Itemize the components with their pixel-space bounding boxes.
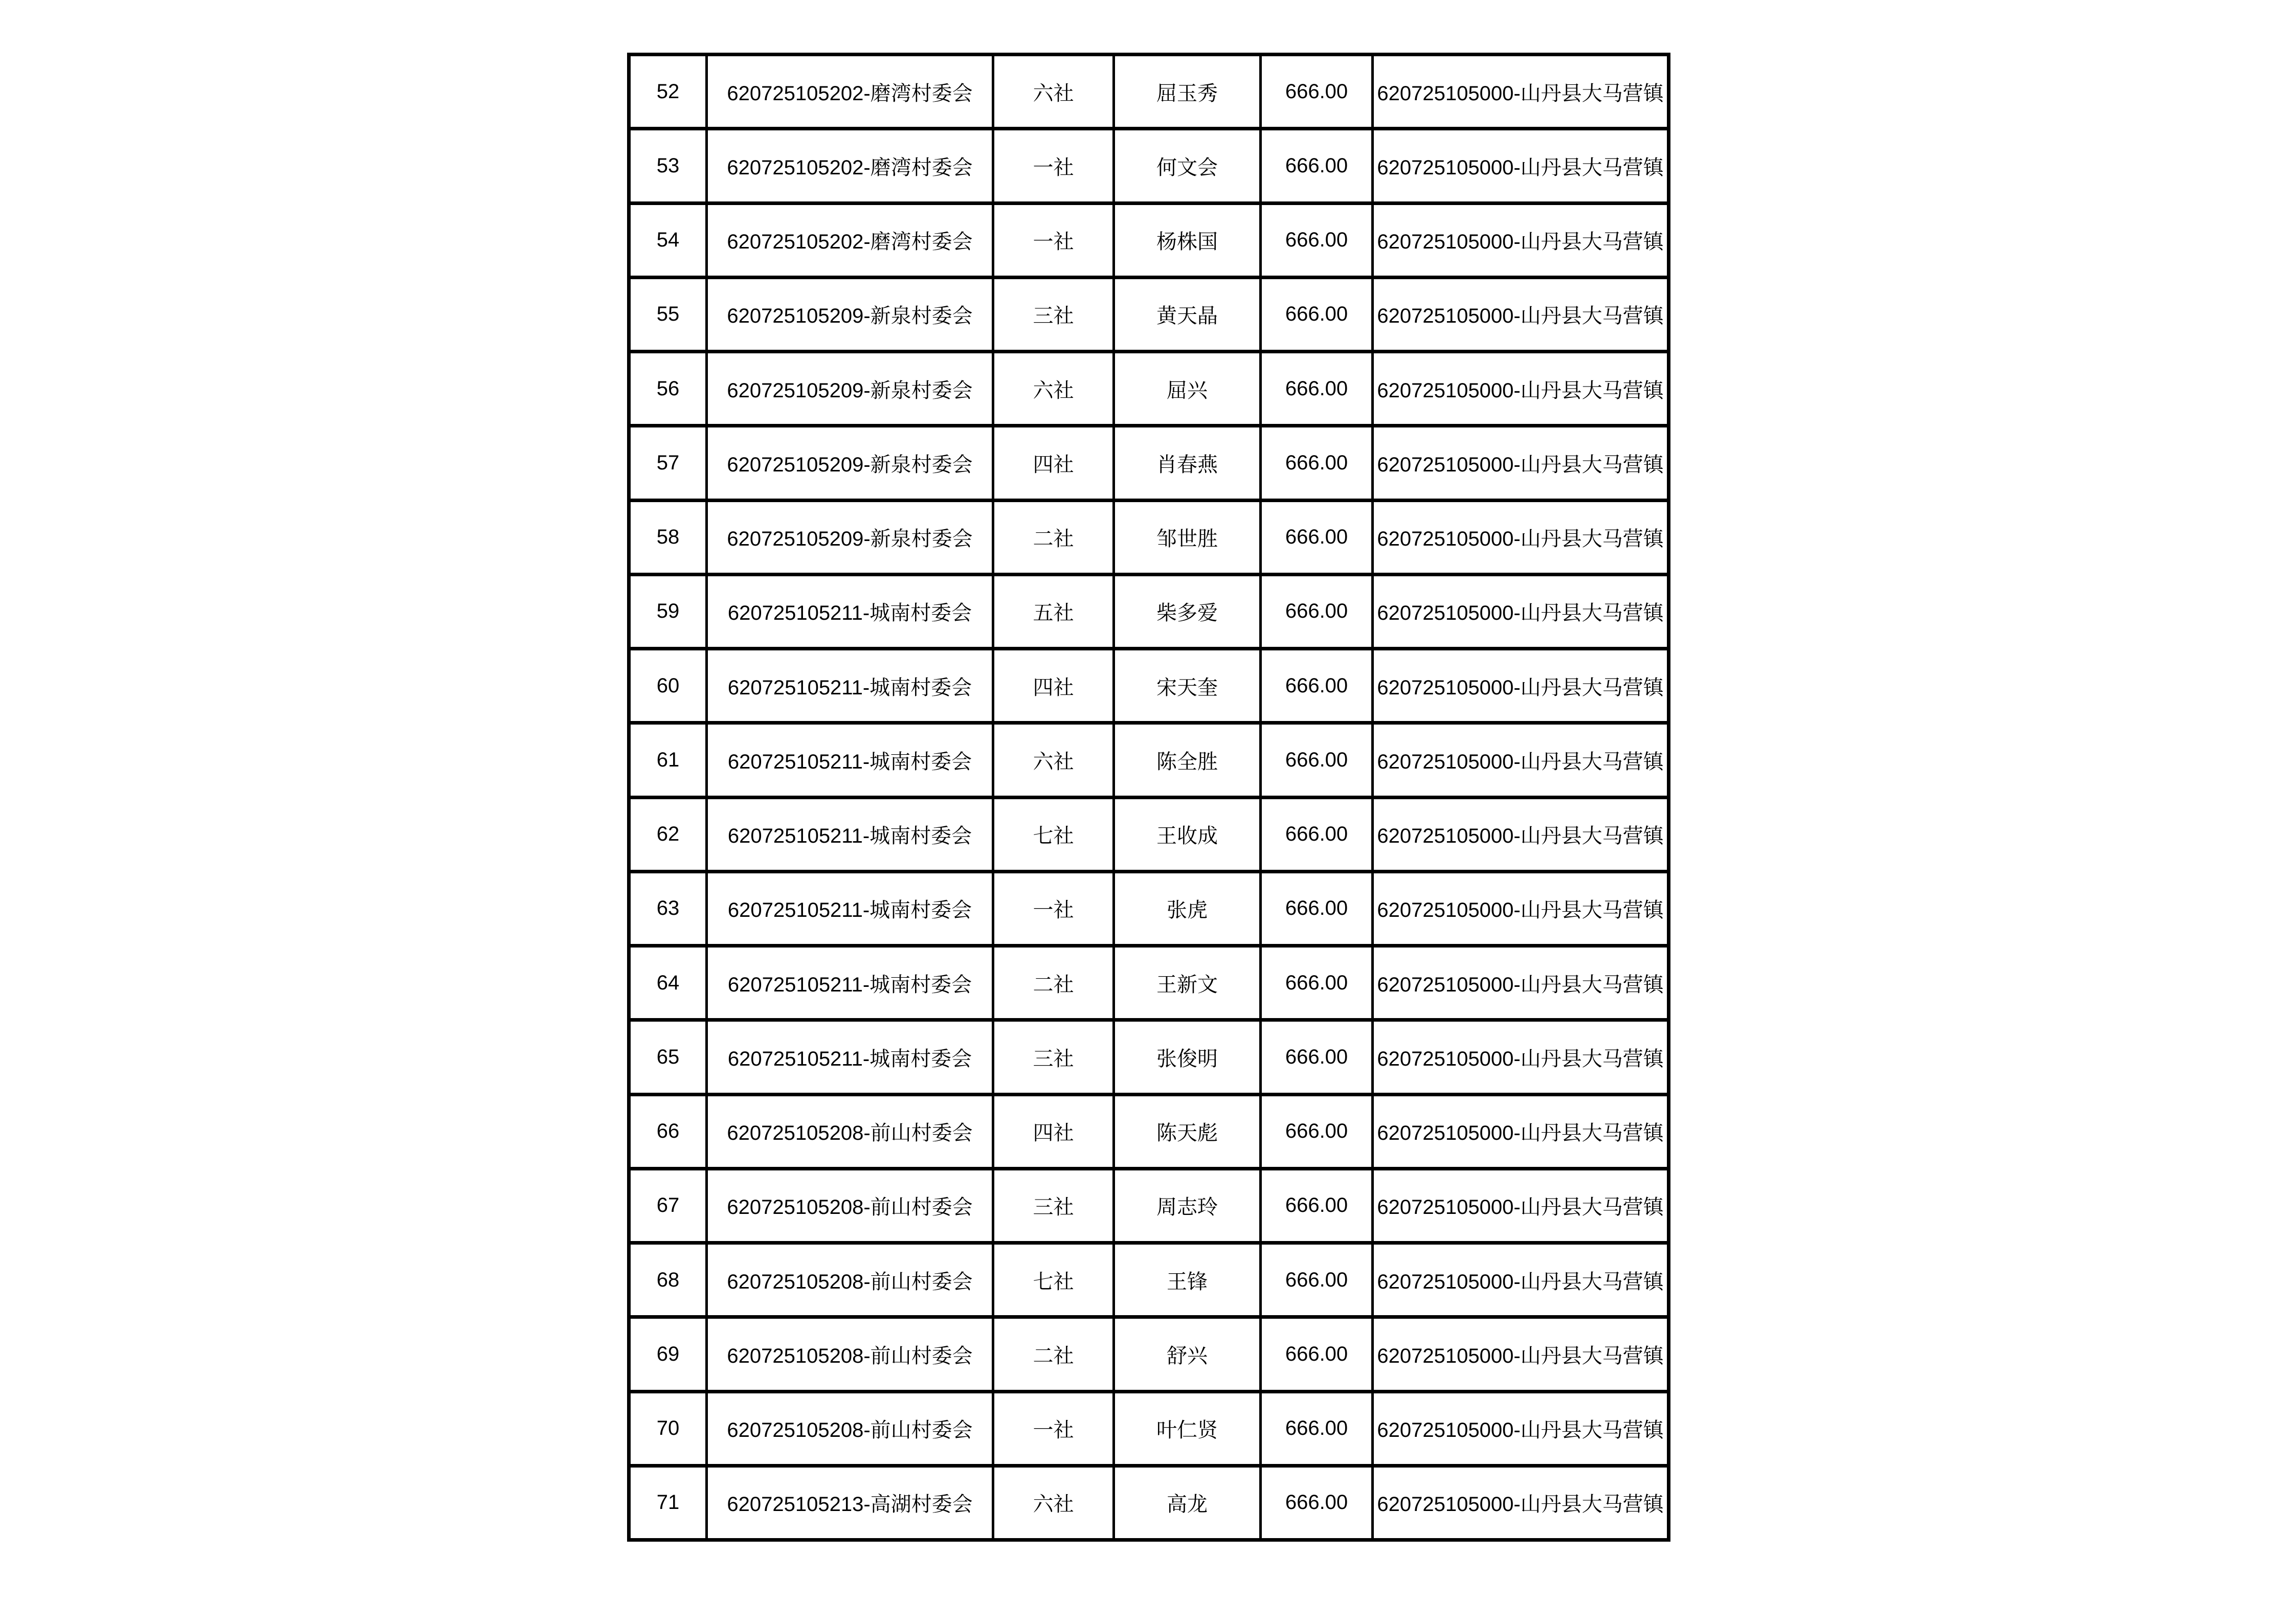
group-cell: 三社	[993, 1020, 1114, 1094]
row-number-cell: 60	[629, 649, 707, 723]
town-code-cell: 620725105000-山丹县大马营镇	[1373, 1168, 1669, 1243]
group-cell: 六社	[993, 55, 1114, 129]
village-code-cell: 620725105211-城南村委会	[707, 797, 993, 871]
person-name-cell: 叶仁贤	[1114, 1391, 1261, 1465]
table-row	[629, 946, 1669, 1020]
amount-cell: 666.00	[1261, 1465, 1373, 1540]
group-cell: 四社	[993, 649, 1114, 723]
table-row	[629, 55, 1669, 129]
amount-cell: 666.00	[1261, 871, 1373, 945]
village-code-cell: 620725105208-前山村委会	[707, 1317, 993, 1391]
amount-cell: 666.00	[1261, 1317, 1373, 1391]
town-code-cell: 620725105000-山丹县大马营镇	[1373, 1317, 1669, 1391]
group-cell: 六社	[993, 352, 1114, 426]
row-number-cell: 63	[629, 871, 707, 945]
person-name-cell: 何文会	[1114, 129, 1261, 203]
town-code-cell: 620725105000-山丹县大马营镇	[1373, 1020, 1669, 1094]
person-name-cell: 王收成	[1114, 797, 1261, 871]
person-name-cell: 张俊明	[1114, 1020, 1261, 1094]
row-number-cell: 71	[629, 1465, 707, 1540]
village-code-cell: 620725105209-新泉村委会	[707, 426, 993, 500]
person-name-cell: 周志玲	[1114, 1168, 1261, 1243]
table-row	[629, 649, 1669, 723]
village-code-cell: 620725105208-前山村委会	[707, 1243, 993, 1317]
row-number-cell: 59	[629, 574, 707, 648]
group-cell: 四社	[993, 426, 1114, 500]
row-number-cell: 64	[629, 946, 707, 1020]
group-cell: 六社	[993, 723, 1114, 797]
amount-cell: 666.00	[1261, 723, 1373, 797]
row-number-cell: 61	[629, 723, 707, 797]
town-code-cell: 620725105000-山丹县大马营镇	[1373, 723, 1669, 797]
village-code-cell: 620725105213-高湖村委会	[707, 1465, 993, 1540]
person-name-cell: 陈天彪	[1114, 1094, 1261, 1168]
group-cell: 三社	[993, 1168, 1114, 1243]
row-number-cell: 52	[629, 55, 707, 129]
row-number-cell: 55	[629, 277, 707, 351]
row-number-cell: 54	[629, 203, 707, 277]
group-cell: 一社	[993, 129, 1114, 203]
group-cell: 二社	[993, 1317, 1114, 1391]
village-code-cell: 620725105208-前山村委会	[707, 1094, 993, 1168]
town-code-cell: 620725105000-山丹县大马营镇	[1373, 1243, 1669, 1317]
village-code-cell: 620725105209-新泉村委会	[707, 277, 993, 351]
amount-cell: 666.00	[1261, 946, 1373, 1020]
village-code-cell: 620725105211-城南村委会	[707, 1020, 993, 1094]
village-code-cell: 620725105209-新泉村委会	[707, 500, 993, 574]
town-code-cell: 620725105000-山丹县大马营镇	[1373, 649, 1669, 723]
row-number-cell: 66	[629, 1094, 707, 1168]
table-row	[629, 352, 1669, 426]
town-code-cell: 620725105000-山丹县大马营镇	[1373, 352, 1669, 426]
village-code-cell: 620725105208-前山村委会	[707, 1168, 993, 1243]
group-cell: 二社	[993, 500, 1114, 574]
group-cell: 二社	[993, 946, 1114, 1020]
village-code-cell: 620725105211-城南村委会	[707, 946, 993, 1020]
table-row	[629, 871, 1669, 945]
table-row	[629, 1243, 1669, 1317]
town-code-cell: 620725105000-山丹县大马营镇	[1373, 426, 1669, 500]
group-cell: 一社	[993, 871, 1114, 945]
row-number-cell: 68	[629, 1243, 707, 1317]
town-code-cell: 620725105000-山丹县大马营镇	[1373, 574, 1669, 648]
town-code-cell: 620725105000-山丹县大马营镇	[1373, 277, 1669, 351]
row-number-cell: 70	[629, 1391, 707, 1465]
person-name-cell: 肖春燕	[1114, 426, 1261, 500]
town-code-cell: 620725105000-山丹县大马营镇	[1373, 1094, 1669, 1168]
village-code-cell: 620725105211-城南村委会	[707, 649, 993, 723]
person-name-cell: 张虎	[1114, 871, 1261, 945]
table-row	[629, 1317, 1669, 1391]
group-cell: 四社	[993, 1094, 1114, 1168]
table-row	[629, 277, 1669, 351]
town-code-cell: 620725105000-山丹县大马营镇	[1373, 871, 1669, 945]
person-name-cell: 屈兴	[1114, 352, 1261, 426]
amount-cell: 666.00	[1261, 1391, 1373, 1465]
amount-cell: 666.00	[1261, 1020, 1373, 1094]
amount-cell: 666.00	[1261, 203, 1373, 277]
table-row	[629, 1391, 1669, 1465]
group-cell: 七社	[993, 1243, 1114, 1317]
person-name-cell: 黄天晶	[1114, 277, 1261, 351]
table-row	[629, 1094, 1669, 1168]
row-number-cell: 53	[629, 129, 707, 203]
row-number-cell: 58	[629, 500, 707, 574]
village-code-cell: 620725105208-前山村委会	[707, 1391, 993, 1465]
village-code-cell: 620725105211-城南村委会	[707, 871, 993, 945]
village-code-cell: 620725105202-磨湾村委会	[707, 55, 993, 129]
table-row	[629, 723, 1669, 797]
row-number-cell: 57	[629, 426, 707, 500]
roster-body	[629, 55, 1669, 1540]
table-row	[629, 574, 1669, 648]
amount-cell: 666.00	[1261, 1168, 1373, 1243]
town-code-cell: 620725105000-山丹县大马营镇	[1373, 1465, 1669, 1540]
table-row	[629, 426, 1669, 500]
amount-cell: 666.00	[1261, 574, 1373, 648]
person-name-cell: 王锋	[1114, 1243, 1261, 1317]
amount-cell: 666.00	[1261, 1243, 1373, 1317]
group-cell: 一社	[993, 203, 1114, 277]
village-code-cell: 620725105202-磨湾村委会	[707, 129, 993, 203]
village-code-cell: 620725105202-磨湾村委会	[707, 203, 993, 277]
person-name-cell: 邹世胜	[1114, 500, 1261, 574]
town-code-cell: 620725105000-山丹县大马营镇	[1373, 129, 1669, 203]
table-row	[629, 1465, 1669, 1540]
row-number-cell: 67	[629, 1168, 707, 1243]
row-number-cell: 65	[629, 1020, 707, 1094]
subsidy-roster-table	[627, 53, 1670, 1542]
town-code-cell: 620725105000-山丹县大马营镇	[1373, 203, 1669, 277]
person-name-cell: 高龙	[1114, 1465, 1261, 1540]
town-code-cell: 620725105000-山丹县大马营镇	[1373, 500, 1669, 574]
person-name-cell: 王新文	[1114, 946, 1261, 1020]
village-code-cell: 620725105211-城南村委会	[707, 574, 993, 648]
table-row	[629, 1020, 1669, 1094]
row-number-cell: 56	[629, 352, 707, 426]
person-name-cell: 柴多爱	[1114, 574, 1261, 648]
village-code-cell: 620725105211-城南村委会	[707, 723, 993, 797]
amount-cell: 666.00	[1261, 426, 1373, 500]
amount-cell: 666.00	[1261, 129, 1373, 203]
table-row	[629, 203, 1669, 277]
table-row	[629, 500, 1669, 574]
amount-cell: 666.00	[1261, 649, 1373, 723]
table-row	[629, 129, 1669, 203]
table-row	[629, 797, 1669, 871]
group-cell: 三社	[993, 277, 1114, 351]
amount-cell: 666.00	[1261, 797, 1373, 871]
row-number-cell: 62	[629, 797, 707, 871]
group-cell: 六社	[993, 1465, 1114, 1540]
amount-cell: 666.00	[1261, 277, 1373, 351]
town-code-cell: 620725105000-山丹县大马营镇	[1373, 1391, 1669, 1465]
amount-cell: 666.00	[1261, 352, 1373, 426]
person-name-cell: 宋天奎	[1114, 649, 1261, 723]
amount-cell: 666.00	[1261, 500, 1373, 574]
person-name-cell: 舒兴	[1114, 1317, 1261, 1391]
group-cell: 七社	[993, 797, 1114, 871]
town-code-cell: 620725105000-山丹县大马营镇	[1373, 55, 1669, 129]
person-name-cell: 陈全胜	[1114, 723, 1261, 797]
town-code-cell: 620725105000-山丹县大马营镇	[1373, 946, 1669, 1020]
amount-cell: 666.00	[1261, 1094, 1373, 1168]
group-cell: 五社	[993, 574, 1114, 648]
town-code-cell: 620725105000-山丹县大马营镇	[1373, 797, 1669, 871]
table-row	[629, 1168, 1669, 1243]
row-number-cell: 69	[629, 1317, 707, 1391]
group-cell: 一社	[993, 1391, 1114, 1465]
amount-cell: 666.00	[1261, 55, 1373, 129]
person-name-cell: 屈玉秀	[1114, 55, 1261, 129]
person-name-cell: 杨株国	[1114, 203, 1261, 277]
village-code-cell: 620725105209-新泉村委会	[707, 352, 993, 426]
